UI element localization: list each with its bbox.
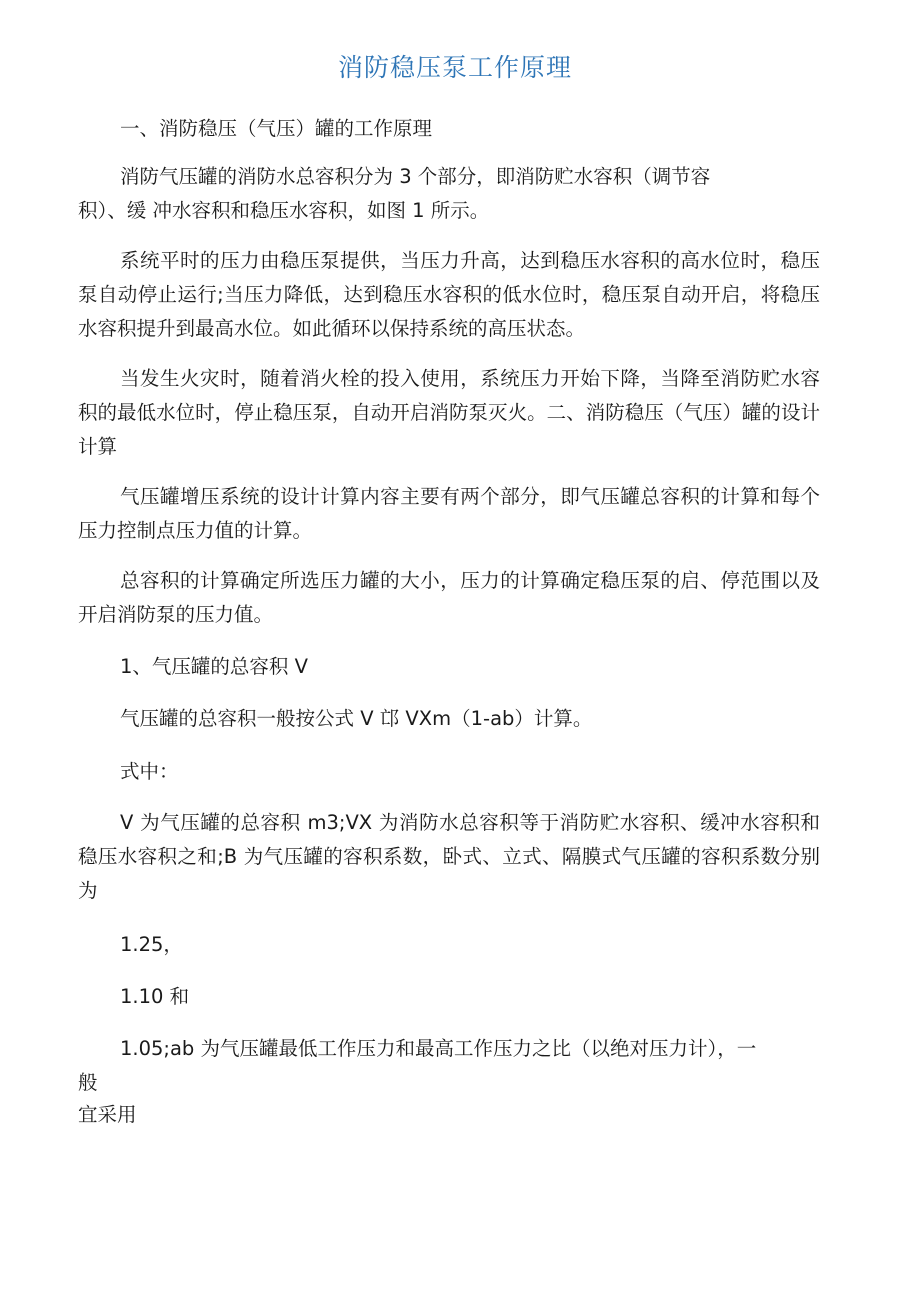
paragraph: 式中：	[120, 760, 179, 783]
page-title: 消防稳压泵工作原理	[337, 53, 572, 82]
paragraph-line: 1.05;ab 为气压罐最低工作压力和最高工作压力之比（以绝对压力计），一	[120, 1037, 757, 1060]
paragraph-line: 般	[78, 1071, 98, 1094]
paragraph-line: 积）、缓 冲水容积和稳压水容积，如图 1 所示。	[78, 199, 490, 222]
paragraph: 1.10 和	[120, 985, 190, 1008]
paragraph: 系统平时的压力由稳压泵提供，当压力升高，达到稳压水容积的高水位时，稳压泵自动停止运行;当压力降低，达到稳压水容积的低水位时，稳压泵自动开启，将稳压水容积提升到最高水位。如此循环以保持系统的高压状态。	[78, 249, 820, 340]
section-heading-1: 一、消防稳压（气压）罐的工作原理	[120, 117, 433, 140]
paragraph: V 为气压罐的总容积 m3;VX 为消防水总容积等于消防贮水容积、缓冲水容积和稳压水容积之和;B 为气压罐的容积系数，卧式、立式、隔膜式气压罐的容积系数分别为	[78, 811, 820, 902]
paragraph: 1.25，	[120, 933, 183, 956]
paragraph-line: 宜采用	[78, 1103, 137, 1126]
paragraph-line: 消防气压罐的消防水总容积分为 3 个部分，即消防贮水容积（调节容	[120, 165, 711, 188]
paragraph: 气压罐的总容积一般按公式 V 邙 VXm（1-ab）计算。	[120, 707, 593, 730]
paragraph: 总容积的计算确定所选压力罐的大小，压力的计算确定稳压泵的启、停范围以及开启消防泵的压力值。	[78, 569, 820, 626]
paragraph: 气压罐增压系统的设计计算内容主要有两个部分，即气压罐总容积的计算和每个压力控制点压力值的计算。	[78, 485, 820, 542]
paragraph: 当发生火灾时，随着消火栓的投入使用，系统压力开始下降，当降至消防贮水容积的最低水位时，停止稳压泵，自动开启消防泵灭火。二、消防稳压（气压）罐的设计计算	[78, 367, 820, 458]
section-heading-2: 1、气压罐的总容积 V	[120, 655, 308, 678]
